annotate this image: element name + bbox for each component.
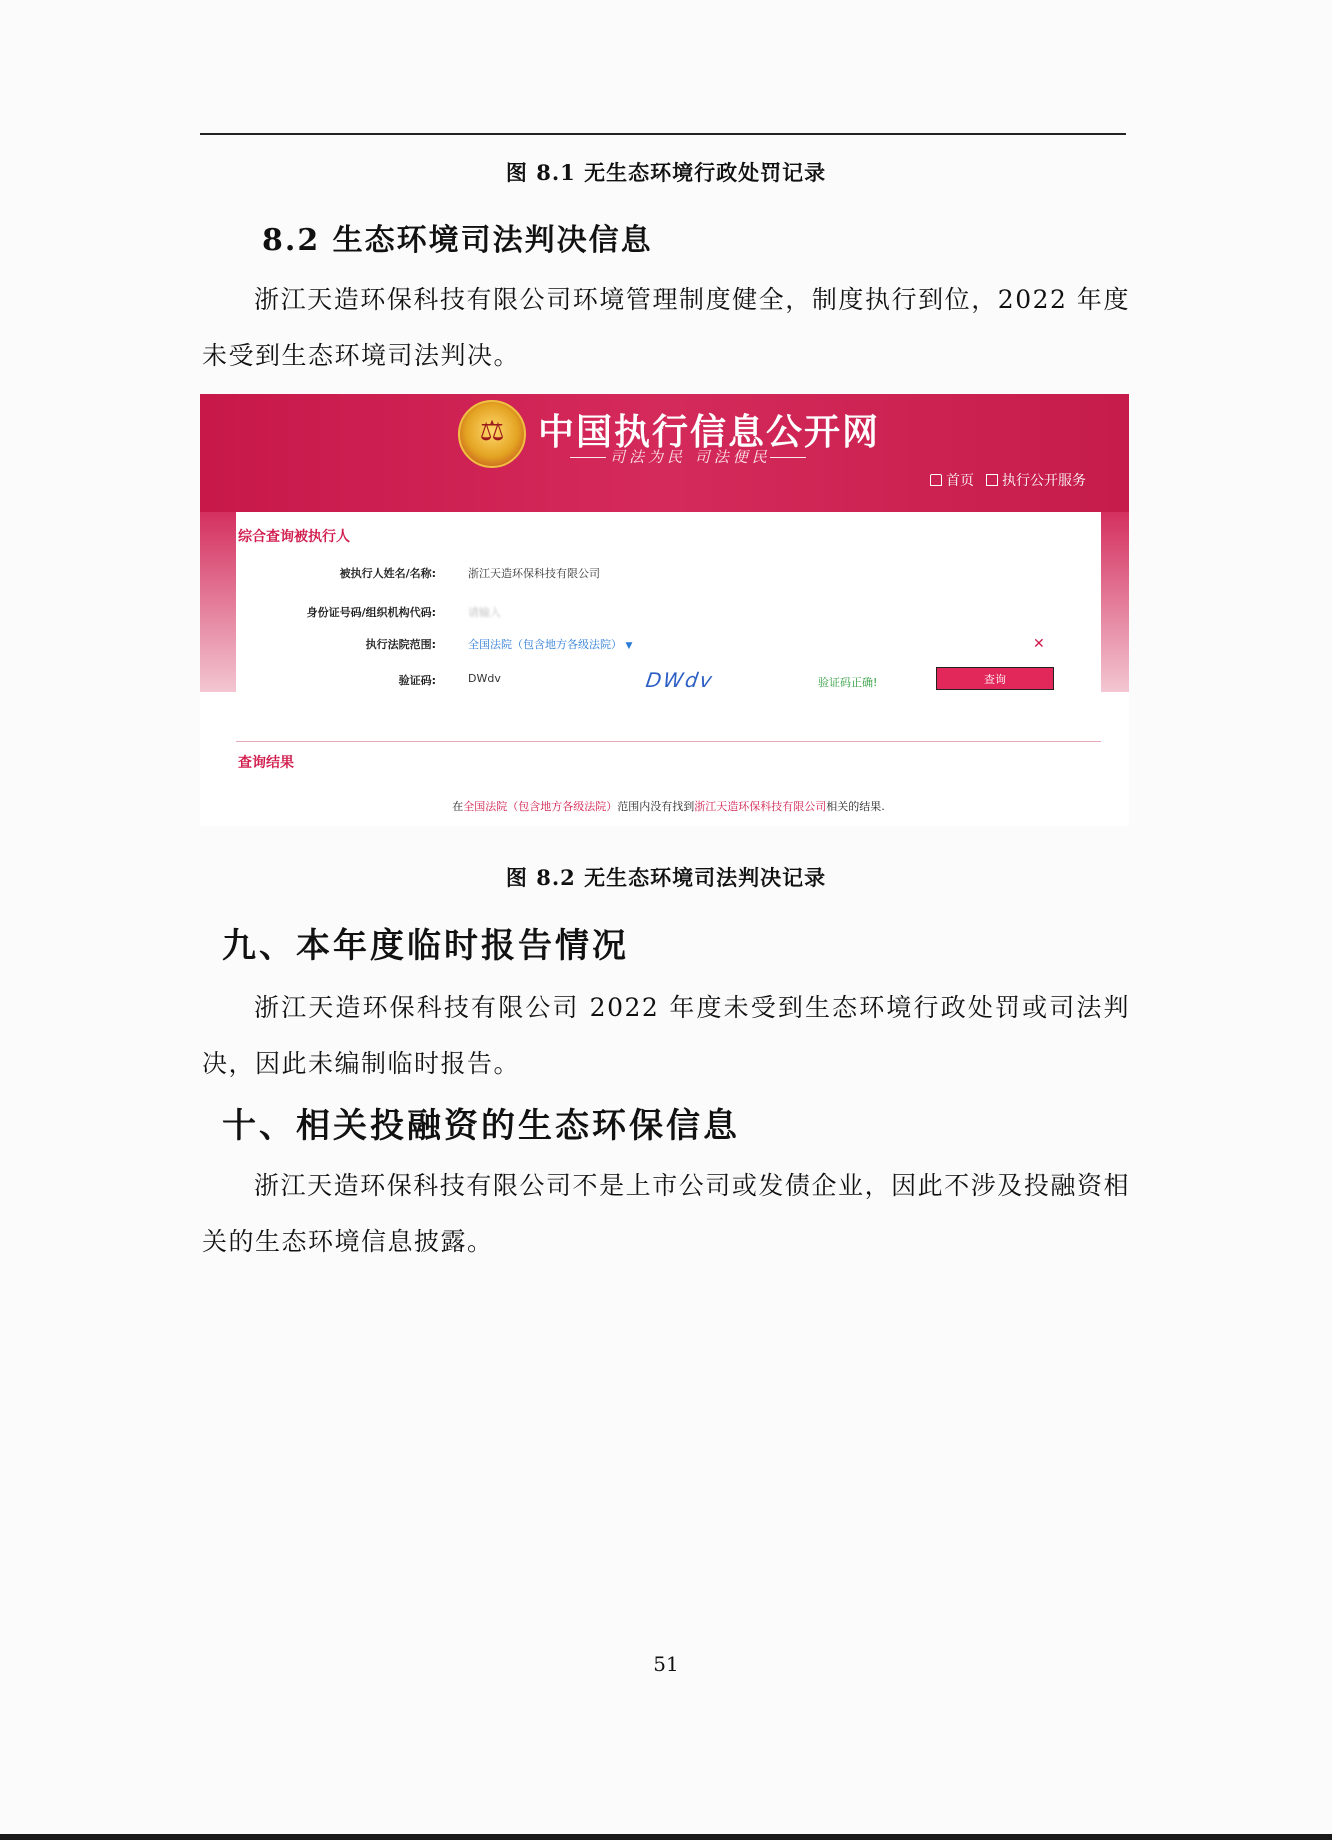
banner-shade-left: [200, 512, 236, 692]
service-icon: [986, 474, 998, 486]
header-rule: [200, 133, 1126, 135]
court-query-screenshot: [200, 394, 1129, 826]
query-panel-title: 综合查询被执行人: [238, 529, 350, 545]
section-9-paragraph: 浙江天造环保科技有限公司 2022 年度未受到生态环境行政处罚或司法判决，因此未编制临时报告。: [202, 993, 1130, 1078]
court-scope-value: 全国法院（包含地方各级法院）: [468, 638, 622, 651]
section-9-heading: 九、本年度临时报告情况: [222, 926, 629, 966]
top-nav: [930, 470, 1086, 490]
result-suffix: 相关的结果.: [826, 800, 885, 813]
banner-shade-right: [1101, 512, 1129, 692]
section-10-paragraph: 浙江天造环保科技有限公司不是上市公司或发债企业，因此不涉及投融资相关的生态环境信息披露。: [202, 1171, 1130, 1256]
result-company: 浙江天造环保科技有限公司: [694, 800, 827, 813]
nav-home-label: 首页: [946, 473, 974, 489]
id-input[interactable]: 请输入: [468, 606, 501, 619]
court-scope-select[interactable]: [468, 636, 632, 652]
site-banner: [200, 394, 1129, 512]
figure-8-2-caption: 图 8.2 无生态环境司法判决记录: [505, 865, 827, 890]
query-button[interactable]: 查询: [936, 667, 1054, 690]
nav-service-label: 执行公开服务: [1002, 473, 1086, 489]
site-slogan: 司法为民 司法便民: [610, 448, 771, 466]
captcha-status: 验证码正确!: [818, 676, 878, 689]
close-icon[interactable]: ✕: [1033, 636, 1045, 652]
result-scope: 全国法院（包含地方各级法院）: [463, 800, 618, 813]
result-message: [236, 798, 1101, 814]
result-prefix: 在: [452, 800, 464, 813]
page-number: 51: [653, 1652, 679, 1676]
name-label: 被执行人姓名/名称:: [339, 567, 436, 580]
home-icon: [930, 474, 942, 486]
slogan-divider-left: [570, 457, 606, 458]
court-emblem-icon: ⚖: [458, 400, 526, 468]
court-scope-label: 执行法院范围:: [365, 638, 436, 651]
name-input[interactable]: 浙江天造环保科技有限公司: [468, 567, 600, 580]
scan-edge: [0, 1834, 1332, 1840]
slogan-divider-right: [770, 457, 806, 458]
chevron-down-icon: ▼: [625, 641, 633, 651]
captcha-label: 验证码:: [398, 674, 436, 687]
section-10-heading: 十、相关投融资的生态环保信息: [222, 1106, 740, 1146]
captcha-input[interactable]: DWdv: [468, 672, 501, 685]
figure-8-1-caption: 图 8.1 无生态环境行政处罚记录: [505, 160, 827, 185]
section-8-2-paragraph: 浙江天造环保科技有限公司环境管理制度健全，制度执行到位，2022 年度未受到生态环境司法判决。: [202, 285, 1130, 370]
captcha-image[interactable]: DWdv: [644, 668, 716, 692]
panel-divider: [236, 741, 1101, 742]
id-label: 身份证号码/组织机构代码:: [306, 606, 436, 619]
section-8-2-heading: 8.2 生态环境司法判决信息: [262, 223, 653, 258]
result-middle: 范围内没有找到: [617, 800, 695, 813]
site-title: 中国执行信息公开网: [538, 412, 881, 453]
result-title: 查询结果: [238, 755, 294, 771]
query-panel: [236, 512, 1101, 826]
nav-home[interactable]: [930, 470, 974, 490]
nav-service[interactable]: [986, 470, 1086, 490]
